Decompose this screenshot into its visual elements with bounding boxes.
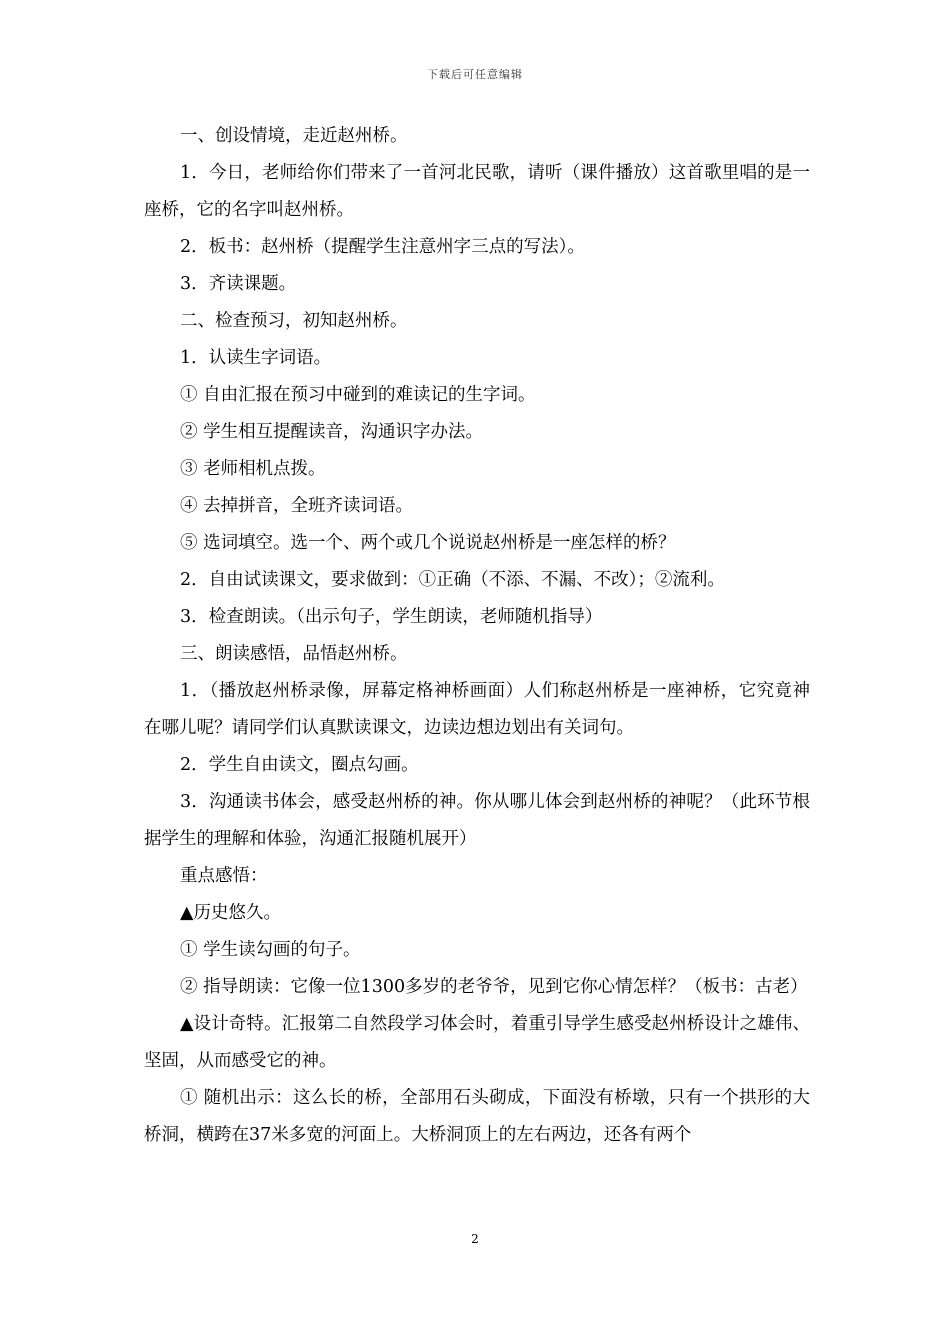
paragraph: 3．沟通读书体会，感受赵州桥的神。你从哪儿体会到赵州桥的神呢？（此环节根据学生的理解和体验，沟通汇报随机展开）: [144, 792, 810, 849]
list-item: ② 指导朗读：它像一位1300多岁的老爷爷，见到它你心情怎样？（板书：古老）: [180, 977, 808, 997]
paragraph: 1．今日，老师给你们带来了一首河北民歌，请听（课件播放）这首歌里唱的是一座桥，它的名字叫赵州桥。: [144, 163, 810, 220]
list-item: ① 学生读勾画的句子。: [180, 940, 361, 960]
paragraph: 2．学生自由读文，圈点勾画。: [180, 755, 419, 775]
section-heading-1: 一、创设情境，走近赵州桥。: [180, 126, 408, 146]
list-item: ② 学生相互提醒读音，沟通识字办法。: [180, 422, 484, 442]
bullet-point: ▲历史悠久。: [180, 903, 281, 923]
list-item: ① 随机出示：这么长的桥，全部用石头砌成，下面没有桥墩，只有一个拱形的大桥洞，横跨在37米多宽的河面上。大桥洞顶上的左右两边，还各有两个: [144, 1088, 810, 1145]
paragraph: 1．认读生字词语。: [180, 348, 332, 368]
section-heading-3: 三、朗读感悟，品悟赵州桥。: [180, 644, 408, 664]
document-body: [144, 118, 810, 1154]
bullet-point: ▲设计奇特。汇报第二自然段学习体会时，着重引导学生感受赵州桥设计之雄伟、坚固，从而感受它的神。: [144, 1014, 810, 1071]
section-heading-2: 二、检查预习，初知赵州桥。: [180, 311, 408, 331]
paragraph: 3．检查朗读。（出示句子，学生朗读，老师随机指导）: [180, 607, 603, 627]
paragraph: 2．板书：赵州桥（提醒学生注意州字三点的写法）。: [180, 237, 585, 257]
list-item: ③ 老师相机点拨。: [180, 459, 326, 479]
list-item: ④ 去掉拼音，全班齐读词语。: [180, 496, 414, 516]
paragraph: 3．齐读课题。: [180, 274, 297, 294]
paragraph: 2．自由试读课文，要求做到：①正确（不添、不漏、不改）；②流利。: [180, 570, 725, 590]
list-item: ① 自由汇报在预习中碰到的难读记的生字词。: [180, 385, 536, 405]
list-item: ⑤ 选词填空。选一个、两个或几个说说赵州桥是一座怎样的桥？: [180, 533, 676, 553]
subheading: 重点感悟：: [180, 866, 268, 886]
paragraph: 1．（播放赵州桥录像，屏幕定格神桥画面）人们称赵州桥是一座神桥，它究竟神在哪儿呢？请同学们认真默读课文，边读边想边划出有关词句。: [144, 681, 810, 738]
page-header: 下载后可任意编辑: [427, 68, 523, 81]
page-number: 2: [471, 1232, 479, 1246]
